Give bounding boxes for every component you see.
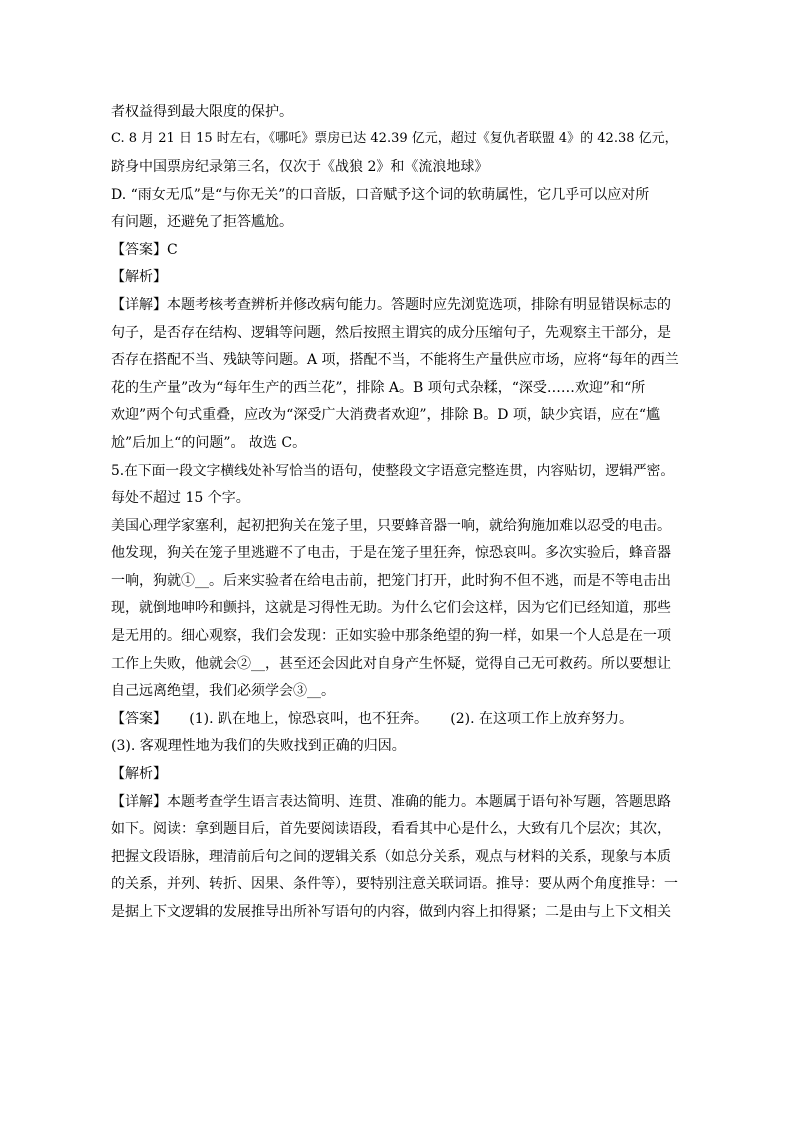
text-line: 句子，是否存在结构、逻辑等问题，然后按照主谓宾的成分压缩句子，先观察主干部分，是 bbox=[111, 324, 671, 341]
text-line: 尬”后加上“的问题”。 故选 C。 bbox=[111, 434, 307, 451]
text-line: D. “雨女无瓜”是“与你无关”的口音版，口音赋予这个词的软萌属性，它几乎可以应对所 bbox=[111, 186, 650, 203]
text-line: 者权益得到最大限度的保护。 bbox=[111, 103, 293, 120]
text-line: 否存在搭配不当、残缺等问题。A 项，搭配不当，不能将生产量供应市场，应将“每年的西兰 bbox=[111, 352, 679, 369]
passage-line: 自己远离绝望，我们必须学会③__。 bbox=[111, 683, 335, 700]
text-line: 有问题，还避免了拒答尴尬。 bbox=[111, 214, 293, 231]
answer-line: (3). 客观理性地为我们的失败找到正确的归因。 bbox=[111, 738, 406, 755]
passage-line: 他发现，狗关在笼子里逃避不了电击，于是在笼子里狂奔，惊恐哀叫。多次实验后，蜂音器 bbox=[111, 545, 671, 562]
passage-line: 现，就倒地呻吟和颤抖，这就是习得性无助。为什么它们会这样，因为它们已经知道，那些 bbox=[111, 600, 671, 617]
text-line: C. 8 月 21 日 15 时左右，《哪吒》票房已达 42.39 亿元，超过《复仇者联盟 4》的 42.38 亿元， bbox=[111, 131, 678, 147]
question-line: 每处不超过 15 个字。 bbox=[111, 490, 250, 507]
passage-line: 是无用的。细心观察，我们会发现：正如实验中那条绝望的狗一样，如果一个人总是在一项 bbox=[111, 628, 671, 645]
passage-line: 工作上失败，他就会②__，甚至还会因此对自身产生怀疑，觉得自己无可救药。所以要想让 bbox=[111, 655, 671, 672]
text-line: 花的生产量”改为“每年生产的西兰花”，排除 A。B 项句式杂糅，“深受……欢迎”和“所 bbox=[111, 379, 646, 396]
question-line: 5.在下面一段文字横线处补写恰当的语句，使整段文字语意完整连贯，内容贴切，逻辑严密。 bbox=[111, 462, 675, 479]
text-line: 如下。阅读：拿到题目后，首先要阅读语段，看看其中心是什么，大致有几个层次；其次， bbox=[111, 821, 671, 838]
document-page bbox=[111, 98, 683, 926]
text-line: 【详解】本题考核考查辨析并修改病句能力。答题时应先浏览选项，排除有明显错误标志的 bbox=[111, 296, 671, 313]
text-line: 是据上下文逻辑的发展推导出所补写语句的内容，做到内容上扣得紧；二是由与上下文相关 bbox=[111, 904, 671, 921]
text-line: 欢迎”两个句式重叠，应改为“深受广大消费者欢迎”，排除 B。D 项，缺少宾语，应在“尴 bbox=[111, 407, 661, 424]
analysis-heading: 【解析】 bbox=[111, 766, 167, 783]
text-line: 【详解】本题考查学生语言表达简明、连贯、准确的能力。本题属于语句补写题，答题思路 bbox=[111, 793, 671, 810]
answer-line: 【答案】 (1). 趴在地上，惊恐哀叫，也不狂奔。 (2). 在这项工作上放弃努力。 bbox=[111, 710, 633, 727]
text-line: 把握文段语脉，理清前后句之间的逻辑关系（如总分关系，观点与材料的关系，现象与本质 bbox=[111, 848, 671, 865]
passage-line: 美国心理学家塞利，起初把狗关在笼子里，只要蜂音器一响，就给狗施加难以忍受的电击。 bbox=[111, 517, 671, 534]
text-line: 的关系，并列、转折、因果、条件等），要特别注意关联词语。推导：要从两个角度推导：一 bbox=[111, 876, 678, 893]
passage-line: 一响，狗就①__。后来实验者在给电击前，把笼门打开，此时狗不但不逃，而是不等电击出 bbox=[111, 572, 671, 589]
answer-line: 【答案】C bbox=[111, 241, 178, 258]
analysis-heading: 【解析】 bbox=[111, 269, 167, 286]
text-line: 跻身中国票房纪录第三名，仅次于《战狼 2》和《流浪地球》 bbox=[111, 158, 489, 175]
